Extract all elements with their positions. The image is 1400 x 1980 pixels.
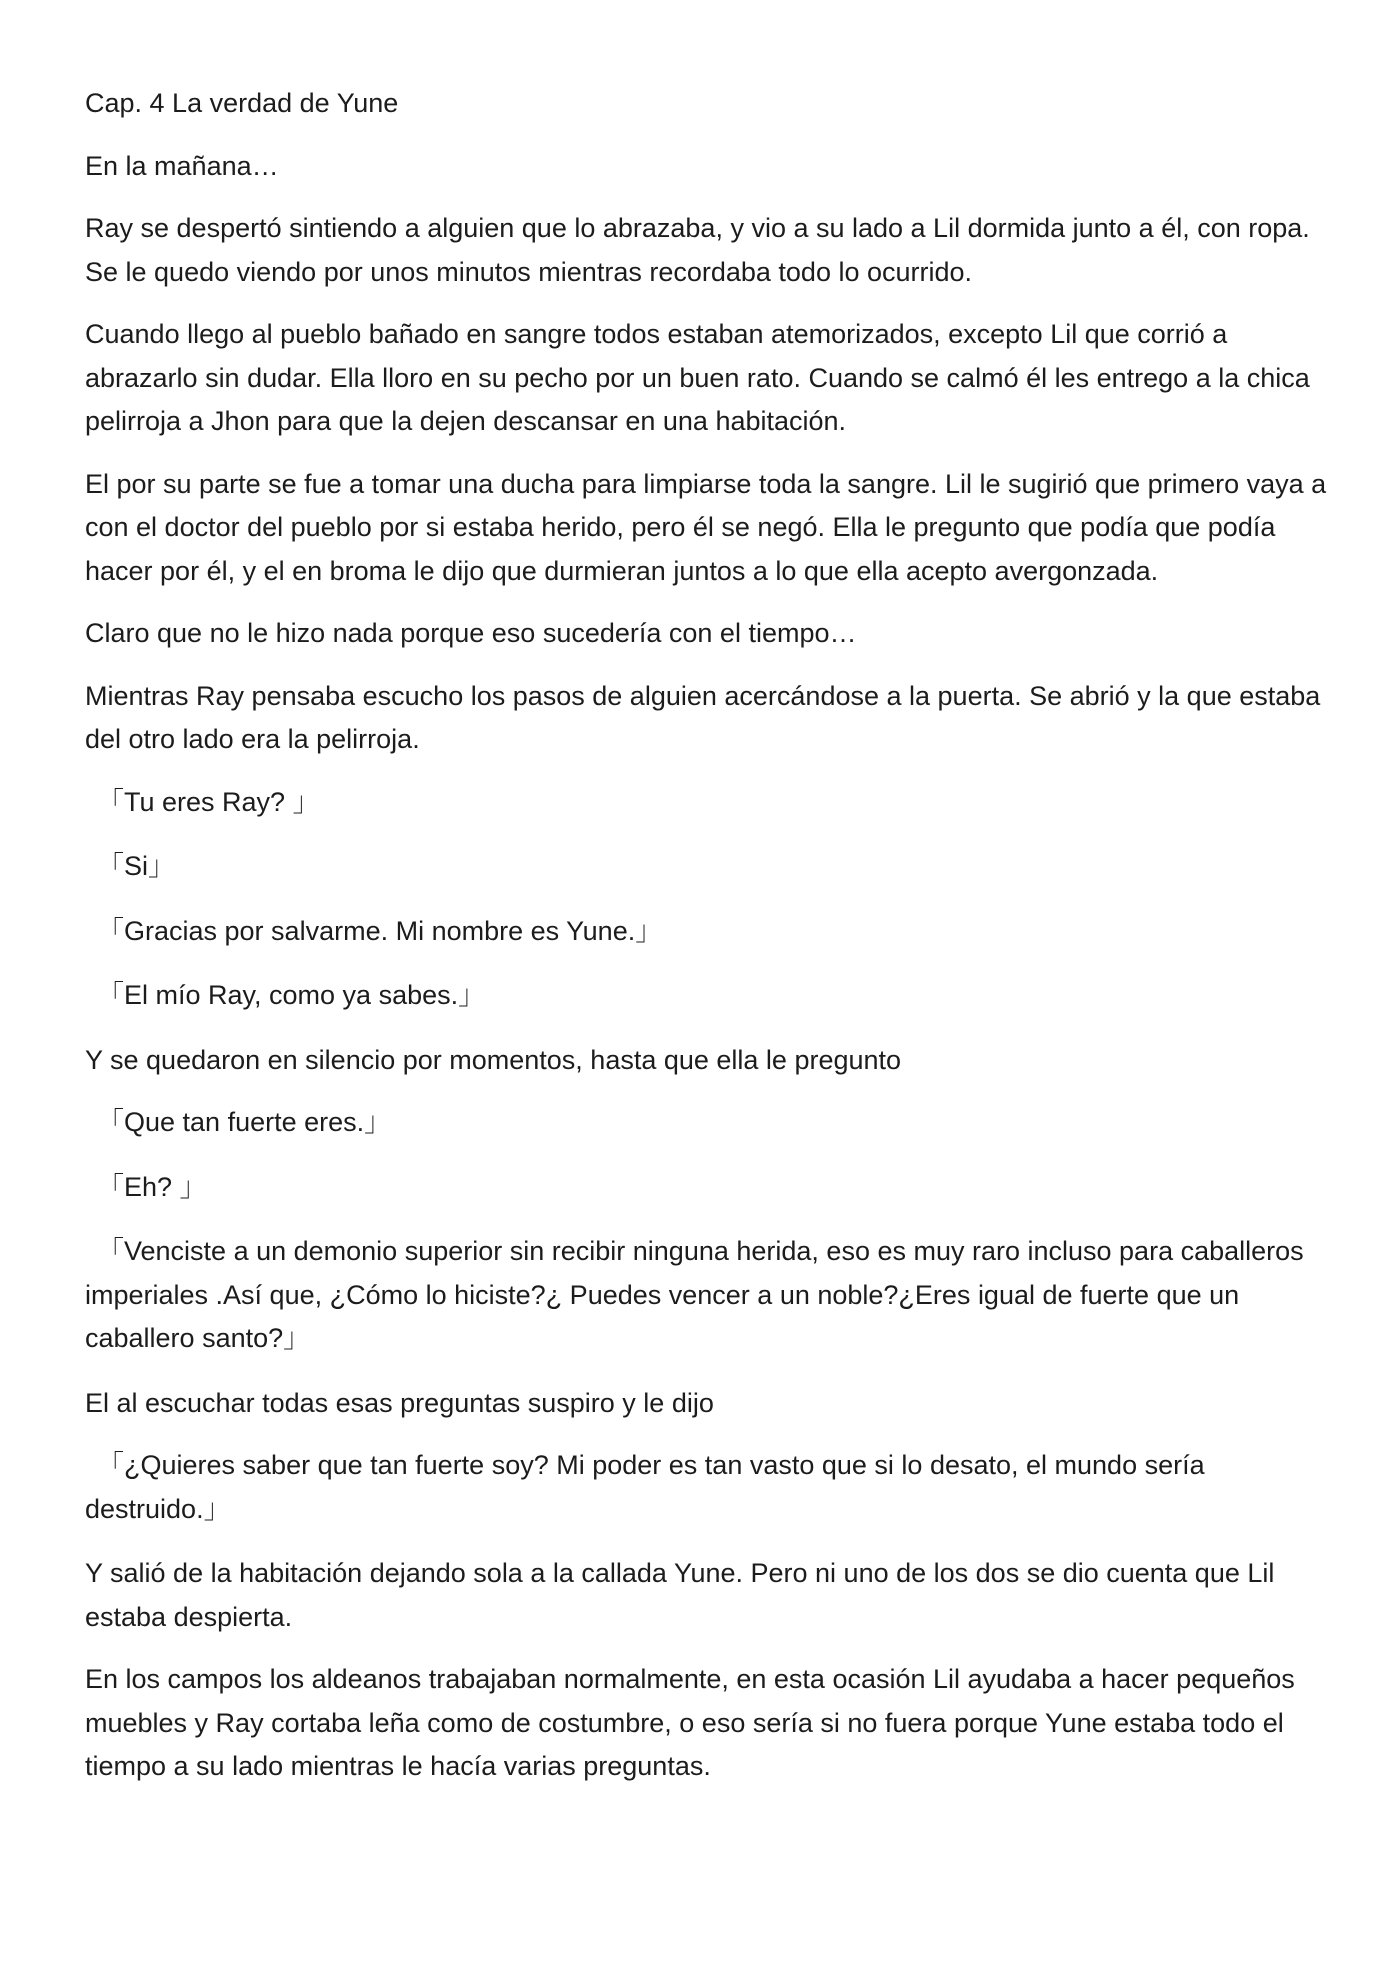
paragraph: Y salió de la habitación dejando sola a la callada Yune. Pero ni uno de los dos se dio cuenta que Lil estaba despierta. — [85, 1558, 1275, 1632]
dialogue-line: 「Gracias por salvarme. Mi nombre es Yune.」 — [97, 915, 663, 946]
dialogue-line: 「Venciste a un demonio superior sin recibir ninguna herida, eso es muy raro incluso para caballeros imperiales .Así que, ¿Cómo lo hiciste?¿ Puedes vencer a un noble?¿Eres igual de fuerte que un caballero santo?」 — [85, 1236, 1304, 1353]
paragraph: En los campos los aldeanos trabajaban normalmente, en esta ocasión Lil ayudaba a hacer pequeños muebles y Ray cortaba leña como de costumbre, o eso sería si no fuera porque Yune estaba todo el tiempo a su lado mientras le hacía varias preguntas. — [85, 1664, 1295, 1781]
document-page — [85, 82, 1330, 1808]
paragraph: Claro que no le hizo nada porque eso sucedería con el tiempo… — [85, 618, 857, 648]
dialogue-line: 「Eh? 」 — [97, 1171, 207, 1202]
dialogue-line: 「Que tan fuerte eres.」 — [97, 1107, 392, 1137]
dialogue-line: 「El mío Ray, como ya sabes.」 — [97, 980, 486, 1010]
dialogue-line: 「Si」 — [97, 851, 176, 881]
paragraph: En la mañana… — [85, 150, 279, 181]
chapter-title: Cap. 4 La verdad de Yune — [85, 88, 399, 118]
paragraph: Cuando llego al pueblo bañado en sangre todos estaban atemorizados, excepto Lil que corrió a abrazarlo sin dudar. Ella lloro en su pecho por un buen rato. Cuando se calmó él les entrego a la chica pelirroja a Jhon para que la dejen descansar en una habitación. — [85, 319, 1310, 436]
paragraph: Ray se despertó sintiendo a alguien que lo abrazaba, y vio a su lado a Lil dormida junto a él, con ropa. Se le quedo viendo por unos minutos mientras recordaba todo lo ocurrido. — [85, 213, 1310, 287]
paragraph: Y se quedaron en silencio por momentos, hasta que ella le pregunto — [85, 1044, 902, 1075]
paragraph: Mientras Ray pensaba escucho los pasos de alguien acercándose a la puerta. Se abrió y la que estaba del otro lado era la pelirroja. — [85, 680, 1321, 754]
dialogue-line: 「¿Quieres saber que tan fuerte soy? Mi poder es tan vasto que si lo desato, el mundo sería destruido.」 — [85, 1450, 1205, 1524]
paragraph: El por su parte se fue a tomar una ducha para limpiarse toda la sangre. Lil le sugirió que primero vaya a con el doctor del pueblo por si estaba herido, pero él se negó. Ella le pregunto que podía que podía hacer por él, y el en broma le dijo que durmieran juntos a lo que ella acepto avergonzada. — [85, 468, 1327, 586]
paragraph: El al escuchar todas esas preguntas suspiro y le dijo — [85, 1387, 714, 1418]
dialogue-line: 「Tu eres Ray? 」 — [97, 786, 320, 817]
